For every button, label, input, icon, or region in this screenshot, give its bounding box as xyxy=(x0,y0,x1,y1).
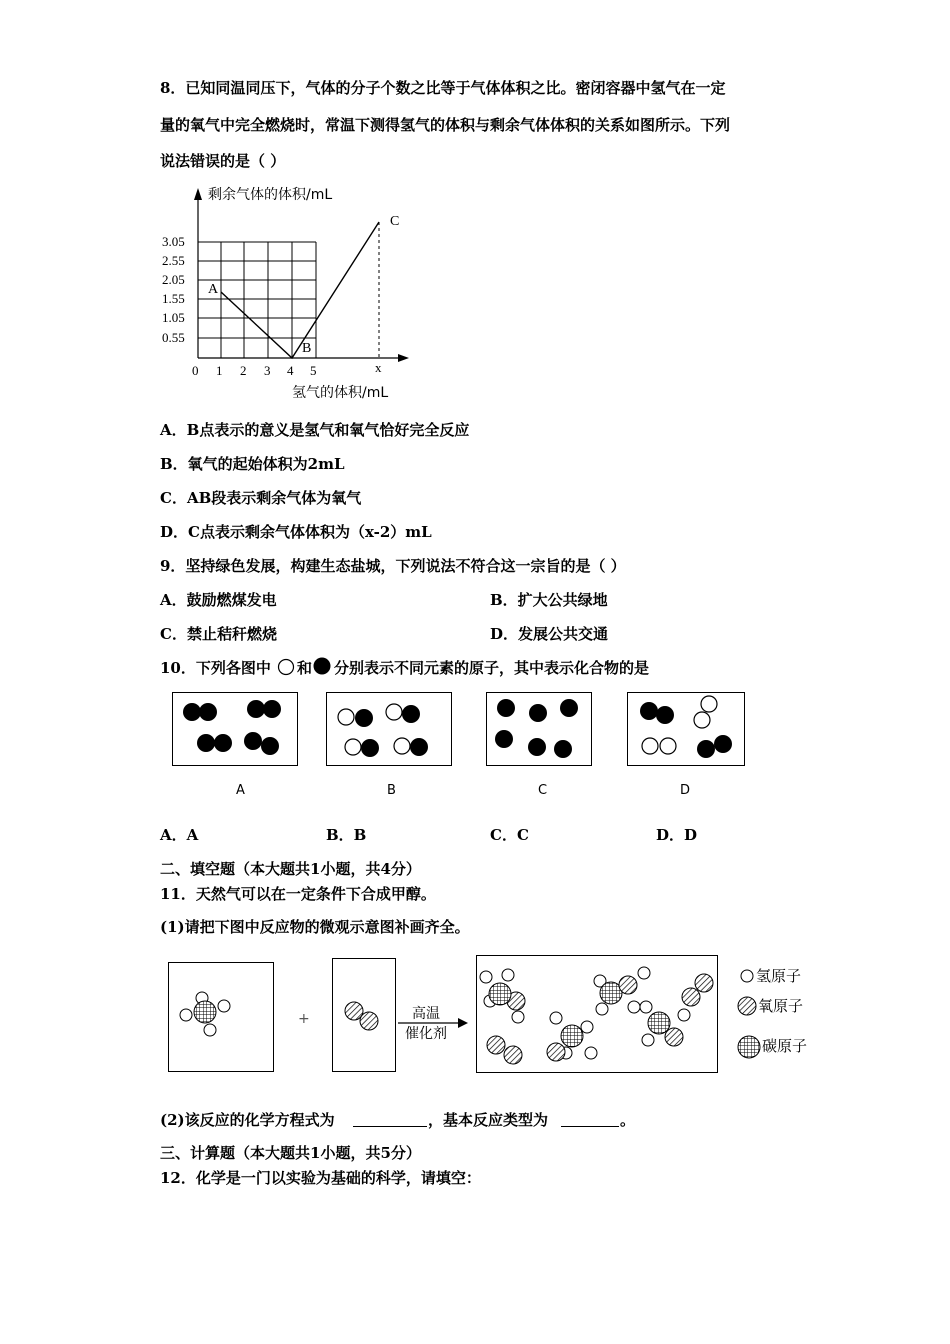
q9-option-b: B．扩大公共绿地 xyxy=(490,591,608,609)
q10-option-a: A．A xyxy=(160,826,199,844)
q11-part1: (1)请把下图中反应物的微观示意图补画齐全。 xyxy=(160,918,470,936)
x-tick: 5 xyxy=(310,363,317,378)
y-tick: 3.05 xyxy=(162,234,185,249)
y-tick: 2.05 xyxy=(162,272,185,287)
point-label-a: A xyxy=(208,282,219,297)
section-3-heading: 三、计算题（本大题共1小题，共5分） xyxy=(160,1144,421,1162)
chart-axes xyxy=(198,194,402,358)
y-tick: 2.55 xyxy=(162,253,185,268)
q8-line-3: 说法错误的是（ ） xyxy=(160,152,286,170)
section-2-heading: 二、填空题（本大题共1小题，共4分） xyxy=(160,860,421,878)
q10-box-d xyxy=(627,692,745,766)
legend-oxygen: 氧原子 xyxy=(758,997,804,1015)
x-tick: 4 xyxy=(287,363,294,378)
y-tick: 0.55 xyxy=(162,330,185,345)
x-tick: 1 xyxy=(216,363,223,378)
q10-box-label-d: D xyxy=(680,783,691,798)
q10-box-label-b: B xyxy=(387,783,396,798)
q11-part2-b: ，基本反应类型为 xyxy=(428,1111,549,1129)
x-axis-arrow xyxy=(398,354,409,362)
q10-option-b: B．B xyxy=(326,826,367,844)
q11-part2-a: (2)该反应的化学方程式为 xyxy=(160,1111,335,1129)
q10-box-b xyxy=(326,692,452,766)
oxygen-atom-icon xyxy=(737,996,757,1016)
q10-box-c xyxy=(486,692,592,766)
q10-option-c: C．C xyxy=(490,826,529,844)
q10-stem-part1: 10．下列各图中 xyxy=(160,659,271,677)
y-tick: 1.05 xyxy=(162,310,185,325)
q11-part2-c: 。 xyxy=(620,1111,636,1129)
q8-chart xyxy=(150,180,450,410)
chart-xlabel: 氢气的体积/mL xyxy=(292,385,389,401)
y-axis-arrow xyxy=(194,188,202,200)
plus-sign: + xyxy=(298,1011,310,1027)
q8-option-b: B．氧气的起始体积为2mL xyxy=(160,455,345,473)
chart-ylabel: 剩余气体的体积/mL xyxy=(208,187,333,203)
q10-option-d: D．D xyxy=(656,826,698,844)
x-tick: 3 xyxy=(264,363,271,378)
legend-hydrogen: 氢原子 xyxy=(756,967,802,985)
point-label-c: C xyxy=(390,214,400,229)
q10-box-a xyxy=(172,692,298,766)
q12-stem: 12．化学是一门以实验为基础的科学，请填空： xyxy=(160,1169,481,1187)
black-atom-icon xyxy=(312,656,332,676)
q8-option-a: A．B点表示的意义是氢气和氧气恰好完全反应 xyxy=(160,421,470,439)
equation-blank[interactable] xyxy=(353,1126,427,1127)
hydrogen-atom-icon xyxy=(738,967,756,985)
chart-grid xyxy=(198,242,316,358)
q9-option-c: C．禁止秸秆燃烧 xyxy=(160,625,277,643)
point-label-b: B xyxy=(302,341,312,356)
condition-top: 高温 xyxy=(412,1006,440,1022)
q9-option-a: A．鼓励燃煤发电 xyxy=(160,591,277,609)
white-atom-icon xyxy=(276,657,296,677)
q9-option-d: D．发展公共交通 xyxy=(490,625,609,643)
x-tick: x xyxy=(375,360,382,375)
q10-stem-part2: 和 xyxy=(297,659,313,677)
q11-stem: 11．天然气可以在一定条件下合成甲醇。 xyxy=(160,885,436,903)
reactant-box-oxygen xyxy=(332,958,396,1072)
carbon-atom-icon xyxy=(737,1035,761,1059)
x-tick: 0 xyxy=(192,363,199,378)
q9-stem: 9．坚持绿色发展，构建生态盐城，下列说法不符合这一宗旨的是（ ） xyxy=(160,557,626,575)
q10-stem-part3: 分别表示不同元素的原子，其中表示化合物的是 xyxy=(334,659,650,677)
reactant-box-methane xyxy=(168,962,274,1072)
product-box xyxy=(476,955,718,1073)
reaction-type-blank[interactable] xyxy=(561,1126,619,1127)
y-tick: 1.55 xyxy=(162,291,185,306)
legend-carbon: 碳原子 xyxy=(762,1037,808,1055)
condition-bottom: 催化剂 xyxy=(405,1026,447,1042)
q8-line-2: 量的氧气中完全燃烧时，常温下测得氢气的体积与剩余气体体积的关系如图所示。下列 xyxy=(160,116,731,134)
q10-box-label-a: A xyxy=(236,783,245,798)
q8-line-1: 8．已知同温同压下，气体的分子个数之比等于气体体积之比。密闭容器中氢气在一定 xyxy=(160,79,726,97)
q8-option-c: C．AB段表示剩余气体为氧气 xyxy=(160,489,362,507)
q10-box-label-c: C xyxy=(538,783,548,798)
x-tick: 2 xyxy=(240,363,247,378)
q8-option-d: D．C点表示剩余气体体积为（x-2）mL xyxy=(160,523,432,541)
